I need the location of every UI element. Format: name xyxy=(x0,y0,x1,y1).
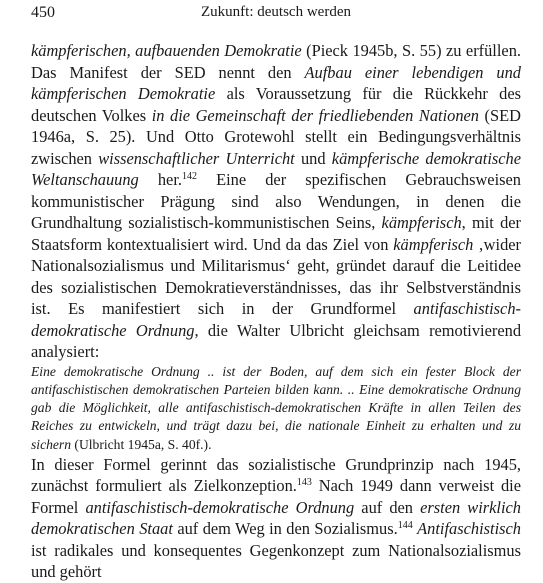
footnote-ref-143[interactable]: 143 xyxy=(296,477,312,489)
footnote-ref-144[interactable]: 144 xyxy=(397,520,413,532)
running-title: Zukunft: deutsch werden xyxy=(201,4,351,20)
body-text xyxy=(31,40,521,583)
paragraph-2: In dieser Formel gerinnt das sozialistische Grundprinzip nach 1945, zunächst formuliert als Zielkonzeption.$^{143}$ Nach 1949 dann verweist die Formel antifaschistisch-demokratische Ordnung auf den ersten wirklich demokratischen Staat auf dem Weg in den Sozialismus.$^{144}$ Antifaschistisch ist radikales und konsequentes Gegenkonzept zum Nationalsozialismus und gehört xyxy=(31,454,522,582)
block-quote: Eine demokratische Ordnung .. ist der Boden, auf dem sich ein fester Block der antifaschistischen demokratischen Parteien bilden kann. .. Eine demokratische Ordnung gab die Möglichkeit, alle antifaschistisch-demokratischen Kräfte in allen Teilen des Reiches zu entwickeln, und trägt dazu bei, die nationale Einheit zu erhalten und zu sichern (Ulbricht 1945a, S. 40f.). xyxy=(31,363,521,452)
page-number: 450 xyxy=(31,4,55,21)
paragraph-1: kämpferischen, aufbauenden Demokratie (Pieck 1945b, S. 55) zu erfüllen. Das Manifest der SED nennt den Aufbau einer lebendigen und kämpferischen Demokratie als Voraussetzung für die Rückkehr des deutschen Volkes in die Gemeinschaft der friedliebenden Nationen (SED 1946a, S. 25). Und Otto Grotewohl stellt ein Bedingungsverhältnis zwischen wissenschaftlicher Unterricht und kämpferische demokratische Weltanschauung her.$^{142}$ Eine der spezifischen Gebrauchsweisen kommunistischer Prägung sind also Wendungen, in denen die Grundhaltung sozialistisch-kommunistischen Seins, kämpferisch, mit der Staatsform kontextualisiert wird. Und da das Ziel von kämpferisch ‚wider Nationalsozialismus und Militarismus‘ geht, gründet darauf die Leitidee des sozialistischen Demokratieverständnisses, das ihr Selbstverständnis ist. Es manifestiert sich in der Grundformel antifaschistisch-demokratische Ordnung, die Walter Ulbricht gleichsam remotivierend analysiert: xyxy=(31,41,522,361)
page-header xyxy=(31,4,521,24)
footnote-ref-142[interactable]: 142 xyxy=(181,171,197,182)
